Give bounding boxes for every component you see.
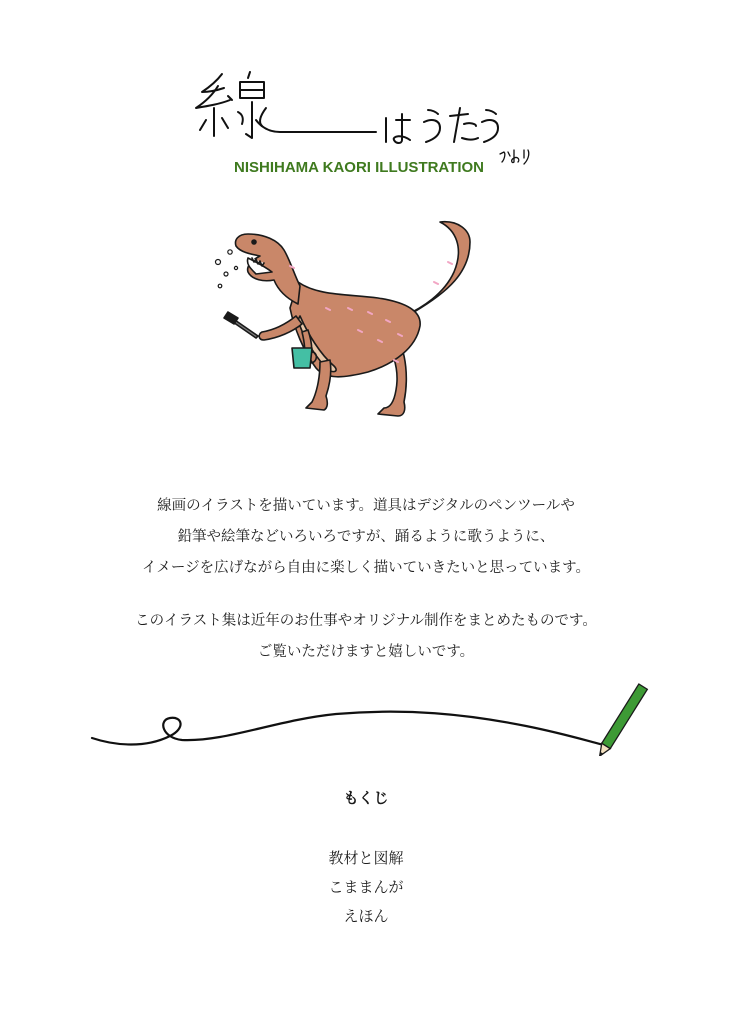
intro-line: イメージを広げながら自由に楽しく描いていきたいと思っています。 (142, 560, 590, 576)
title-logo (188, 64, 538, 174)
toc-list (0, 844, 732, 931)
toc-item-komamanga[interactable]: こままんが (328, 878, 404, 896)
toc-item-kyozai[interactable]: 教材と図解 (328, 849, 404, 867)
toc-item-ehon[interactable]: えほん (343, 907, 389, 925)
subtitle-english: NISHIHAMA KAORI ILLUSTRATION (234, 159, 484, 176)
intro-line: 鉛筆や絵筆などいろいろですが、踊るように歌うように、 (177, 529, 555, 545)
pencil-icon (595, 684, 647, 756)
squiggle-line (92, 712, 608, 746)
dinosaur-illustration (208, 212, 498, 427)
intro-paragraph-2 (60, 606, 672, 668)
intro-line: 線画のイラストを描いています。道具はデジタルのペンツールや (157, 498, 575, 514)
intro-line: ご覧いただけますと嬉しいです。 (257, 644, 475, 660)
toc-heading: もくじ (343, 789, 389, 807)
decorative-line-with-pencil (86, 676, 656, 756)
intro-line: このイラスト集は近年のお仕事やオリジナル制作をまとめたものです。 (135, 613, 597, 629)
intro-paragraph-1 (60, 491, 672, 584)
